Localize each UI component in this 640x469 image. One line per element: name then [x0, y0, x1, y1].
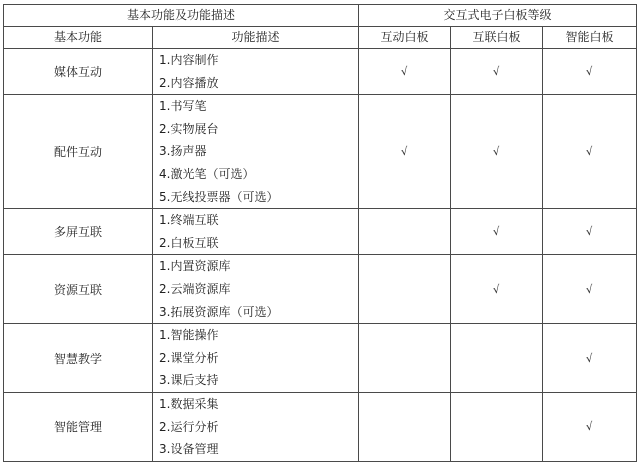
table-body [4, 49, 637, 462]
level-cell-smart [543, 95, 637, 209]
table-row [4, 209, 637, 255]
check-mark-icon: √ [585, 144, 594, 159]
check-mark-icon: √ [492, 224, 501, 239]
header-group-left: 基本功能及功能描述 [4, 5, 359, 27]
description-item: 2.课堂分析 [159, 350, 219, 365]
level-cell-interactive [359, 95, 451, 209]
level-cell-smart [543, 324, 637, 393]
level-cell-connected [451, 209, 543, 255]
description-item: 5.无线投票器（可选） [159, 189, 279, 204]
level-cell-smart [543, 49, 637, 95]
description-item: 1.内容制作 [159, 53, 219, 67]
level-cell-connected [451, 95, 543, 209]
description-item: 3.设备管理 [159, 442, 219, 457]
description-item: 1.书写笔 [159, 99, 207, 114]
check-mark-icon: √ [400, 64, 409, 79]
description-item: 2.实物展台 [159, 121, 219, 136]
header-column-row [4, 27, 637, 49]
description-item: 2.内容播放 [159, 75, 219, 90]
check-mark-icon: √ [492, 64, 501, 79]
level-cell-connected [451, 324, 543, 393]
function-description-cell [153, 95, 359, 209]
table-row [4, 255, 637, 324]
table-header [4, 5, 637, 49]
level-cell-smart [543, 392, 637, 461]
level-cell-interactive [359, 49, 451, 95]
function-description-cell [153, 392, 359, 461]
function-name-cell: 资源互联 [4, 255, 153, 324]
level-cell-connected [451, 49, 543, 95]
description-item: 1.终端互联 [159, 213, 219, 228]
table-row [4, 392, 637, 461]
header-level-smart: 智能白板 [543, 27, 637, 49]
function-name-cell: 智慧教学 [4, 324, 153, 393]
function-name-cell: 智能管理 [4, 392, 153, 461]
header-description: 功能描述 [153, 27, 359, 49]
description-item: 1.内置资源库 [159, 259, 231, 274]
level-cell-interactive [359, 324, 451, 393]
table-row [4, 49, 637, 95]
description-item: 1.智能操作 [159, 328, 219, 343]
table-row [4, 95, 637, 209]
description-item: 3.扬声器 [159, 144, 207, 159]
function-name-cell: 多屏互联 [4, 209, 153, 255]
header-group-right: 交互式电子白板等级 [359, 5, 637, 27]
level-cell-connected [451, 392, 543, 461]
header-group-row [4, 5, 637, 27]
header-level-interactive: 互动白板 [359, 27, 451, 49]
description-item: 2.白板互联 [159, 235, 219, 250]
check-mark-icon: √ [585, 64, 594, 79]
table-row [4, 324, 637, 393]
check-mark-icon: √ [492, 144, 501, 159]
function-description-cell [153, 255, 359, 324]
description-item: 1.数据采集 [159, 396, 219, 411]
level-cell-interactive [359, 255, 451, 324]
check-mark-icon: √ [585, 282, 594, 297]
function-description-cell [153, 49, 359, 95]
header-function: 基本功能 [4, 27, 153, 49]
function-description-cell [153, 209, 359, 255]
whiteboard-level-table [3, 4, 637, 462]
description-item: 4.激光笔（可选） [159, 166, 255, 181]
header-level-connected: 互联白板 [451, 27, 543, 49]
level-cell-smart [543, 209, 637, 255]
function-name-cell: 媒体互动 [4, 49, 153, 95]
level-cell-interactive [359, 392, 451, 461]
level-cell-interactive [359, 209, 451, 255]
check-mark-icon: √ [585, 351, 594, 365]
description-item: 2.运行分析 [159, 419, 219, 434]
check-mark-icon: √ [400, 144, 409, 159]
check-mark-icon: √ [585, 419, 594, 434]
check-mark-icon: √ [492, 282, 501, 297]
description-item: 2.云端资源库 [159, 281, 231, 296]
level-cell-smart [543, 255, 637, 324]
description-item: 3.课后支持 [159, 373, 219, 388]
description-item: 3.拓展资源库（可选） [159, 304, 279, 319]
function-description-cell [153, 324, 359, 393]
check-mark-icon: √ [585, 224, 594, 239]
function-name-cell: 配件互动 [4, 95, 153, 209]
level-cell-connected [451, 255, 543, 324]
